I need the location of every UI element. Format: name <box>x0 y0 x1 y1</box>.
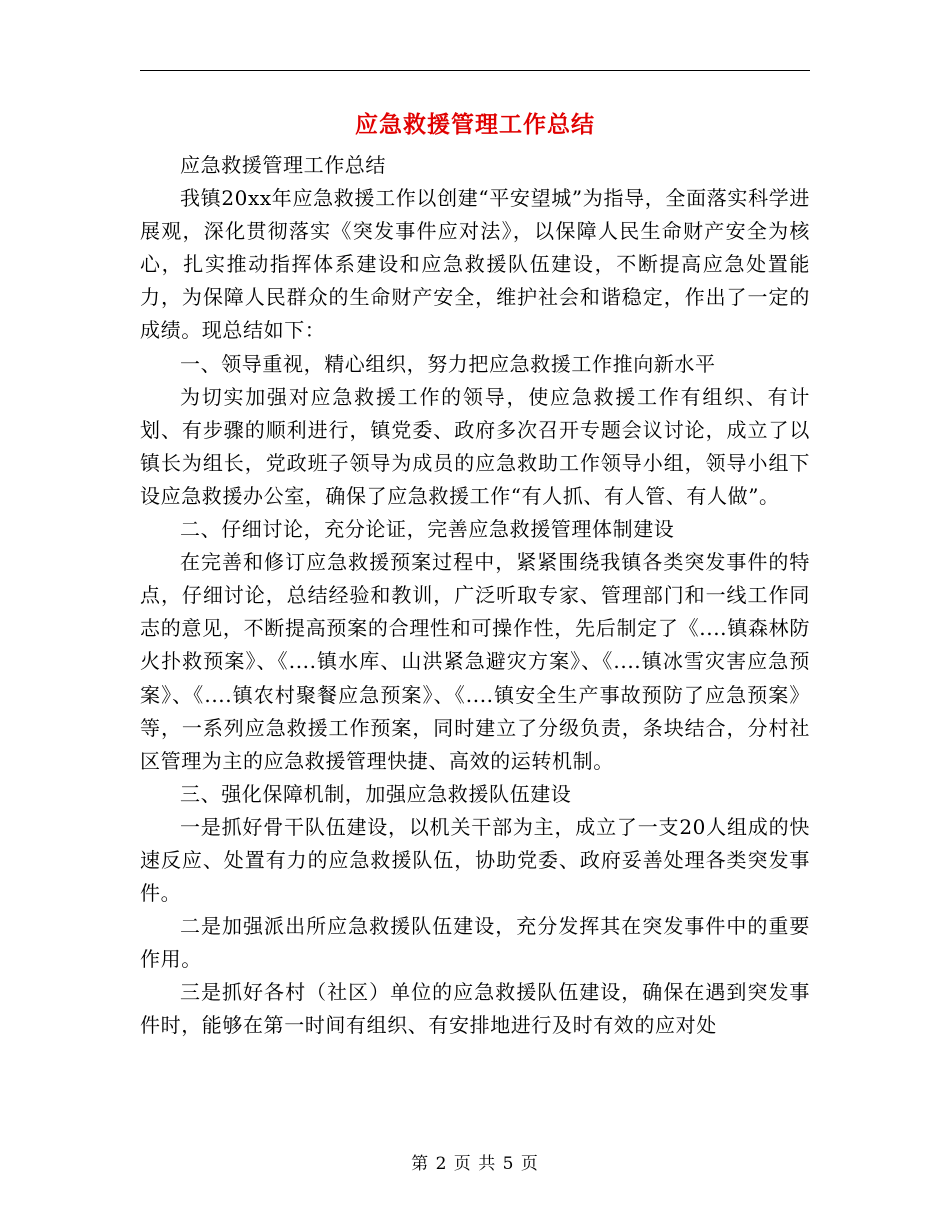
body-paragraph: 为切实加强对应急救援工作的领导，使应急救援工作有组织、有计划、有步骤的顺利进行，镇党委、政府多次召开专题会议讨论，成立了以镇长为组长，党政班子领导为成员的应急救助工作领导小组，领导小组下设应急救援办公室，确保了应急救援工作“有人抓、有人管、有人做”。 <box>140 384 810 508</box>
section-heading: 一、领导重视，精心组织，努力把应急救援工作推向新水平 <box>180 351 716 376</box>
document-title: 应急救援管理工作总结 <box>355 111 595 138</box>
document-body <box>140 149 810 1043</box>
section-heading: 三、强化保障机制，加强应急救援队伍建设 <box>180 781 572 806</box>
body-paragraph: 一是抓好骨干队伍建设，以机关干部为主，成立了一支20人组成的快速反应、处置有力的应急救援队伍，协助党委、政府妥善处理各类突发事件。 <box>140 814 810 906</box>
header-rule <box>140 70 810 71</box>
body-paragraph: 在完善和修订应急救援预案过程中，紧紧围绕我镇各类突发事件的特点，仔细讨论，总结经验和教训，广泛听取专家、管理部门和一线工作同志的意见，不断提高预案的合理性和可操作性，先后制定了《....镇森林防火扑救预案》、《....镇水库、山洪紧急避灾方案》、《....镇冰雪灾害应急预案》、《....镇农村聚餐应急预案》、《....镇安全生产事故预防了应急预案》等，一系列应急救援工作预案，同时建立了分级负责，条块结合，分村社区管理为主的应急救援管理快捷、高效的运转机制。 <box>140 550 810 773</box>
page-number: 第 2 页 共 5 页 <box>411 1154 539 1174</box>
body-paragraph: 三是抓好各村（社区）单位的应急救援队伍建设，确保在遇到突发事件时，能够在第一时间有组织、有安排地进行及时有效的应对处 <box>140 980 810 1038</box>
body-paragraph: 二是加强派出所应急救援队伍建设，充分发挥其在突发事件中的重要作用。 <box>140 914 810 972</box>
body-paragraph: 应急救援管理工作总结 <box>180 153 386 177</box>
body-paragraph: 我镇20xx年应急救援工作以创建“平安望城”为指导，全面落实科学进展观，深化贯彻落实《突发事件应对法》，以保障人民生命财产安全为核心，扎实推动指挥体系建设和应急救援队伍建设，不断提高应急处置能力，为保障人民群众的生命财产安全，维护社会和谐稳定，作出了一定的成绩。现总结如下： <box>140 186 810 343</box>
section-heading: 二、仔细讨论，充分论证，完善应急救援管理体制建设 <box>180 517 675 542</box>
